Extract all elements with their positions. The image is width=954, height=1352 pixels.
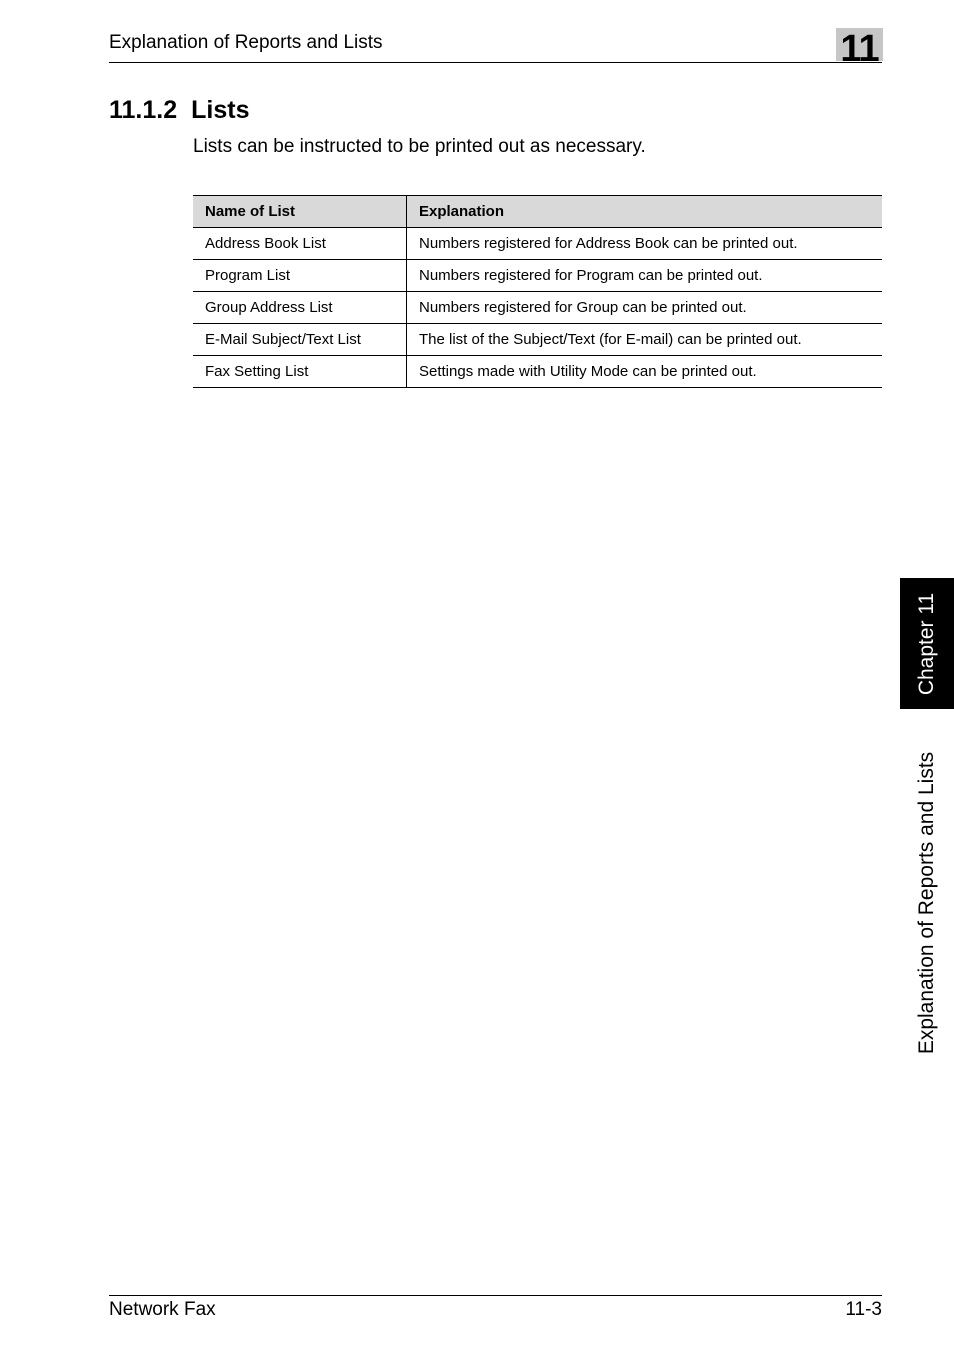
explanation-cell: Numbers registered for Program can be printed out. [407,260,883,292]
section-number: 11.1.2 [109,96,178,124]
section-side-label: Explanation of Reports and Lists [915,751,938,1055]
section-title: Lists [191,96,250,124]
section-side-label-area [900,733,954,1073]
table-row [193,260,882,292]
running-header-title: Explanation of Reports and Lists [109,32,383,53]
list-name-cell: Fax Setting List [193,356,407,388]
explanation-cell: The list of the Subject/Text (for E-mail) can be printed out. [407,324,883,356]
explanation-cell: Numbers registered for Address Book can be printed out. [407,228,883,260]
table-header-row [193,196,882,228]
list-name-cell: Program List [193,260,407,292]
column-header-explanation: Explanation [407,196,883,228]
lists-table [193,195,882,388]
chapter-number-box [836,28,883,70]
header-divider [109,62,882,63]
explanation-cell: Settings made with Utility Mode can be printed out. [407,356,883,388]
chapter-number: 11 [840,28,879,70]
list-name-cell: E-Mail Subject/Text List [193,324,407,356]
section-intro: Lists can be instructed to be printed out as necessary. [193,136,646,157]
table-row [193,292,882,324]
column-header-name: Name of List [193,196,407,228]
table-row [193,324,882,356]
chapter-tab-label: Chapter 11 [915,592,938,695]
section-heading [109,95,250,125]
footer-divider [109,1295,882,1296]
footer-page-number: 11-3 [845,1299,882,1320]
list-name-cell: Address Book List [193,228,407,260]
table-row [193,356,882,388]
table-row [193,228,882,260]
list-name-cell: Group Address List [193,292,407,324]
explanation-cell: Numbers registered for Group can be printed out. [407,292,883,324]
chapter-side-tab [900,578,954,709]
footer-product-name: Network Fax [109,1299,216,1320]
